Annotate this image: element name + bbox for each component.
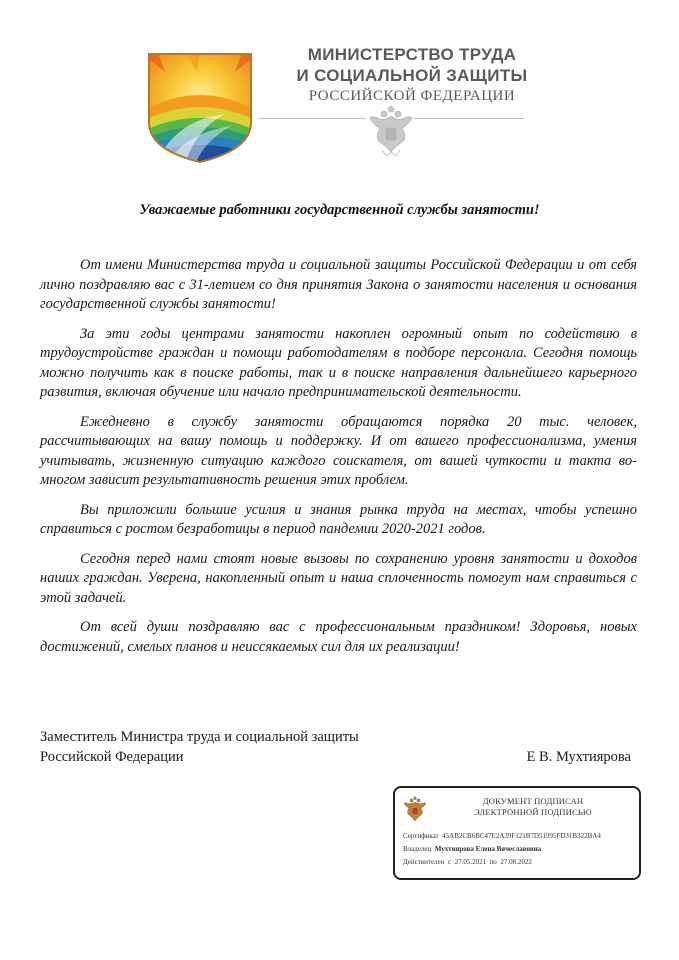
esign-title-line2: ЭЛЕКТРОННОЙ ПОДПИСЬЮ xyxy=(474,807,592,817)
ministry-name-line2: И СОЦИАЛЬНОЙ ЗАЩИТЫ xyxy=(296,66,528,85)
esign-valid-from-label: с xyxy=(447,858,452,866)
signature-block xyxy=(40,728,637,767)
ministry-title xyxy=(262,44,562,106)
esign-valid-from: 27.05.2021 xyxy=(454,858,487,866)
signatory-position-line2: Российской Федерации xyxy=(40,748,184,765)
esign-valid-label: Действителен xyxy=(403,858,445,866)
letter-body xyxy=(40,256,637,667)
esign-validity-row xyxy=(403,858,532,867)
salutation: Уважаемые работники государственной службы занятости! xyxy=(139,202,540,218)
letter-paragraph: За эти годы центрами занятости накоплен огромный опыт по содействию в трудоустройстве граждан и помощи работодателям в подборе персонала. Сегодня помощь можно получить как в поиске работы, так и в поиске направления дальнейшего карьерного развития, включая обучение или начало предпринимательской деятельности. xyxy=(40,325,637,400)
letter-paragraph: Вы приложили большие усилия и знания рынка труда на местах, чтобы успешно справиться с ростом безработицы в период пандемии 2020-2021 годов. xyxy=(40,501,637,537)
letter-paragraph: Сегодня перед нами стоят новые вызовы по сохранению уровня занятости и доходов наших граждан. Уверена, накопленный опыт и наша сплоченность помогут нам справиться с этой задачей. xyxy=(40,550,637,606)
ministry-name-line1: МИНИСТЕРСТВО ТРУДА xyxy=(307,45,517,64)
header-divider-left xyxy=(258,118,366,119)
esign-valid-to: 27.08.2022 xyxy=(500,858,532,866)
esign-title-line1: ДОКУМЕНТ ПОДПИСАН xyxy=(482,796,584,806)
esign-owner-value: Мухтиярова Елена Вячеславовна xyxy=(434,845,542,853)
signatory-name: Е В. Мухтиярова xyxy=(526,748,631,765)
letter-paragraph: От имени Министерства труда и социальной защиты Российской Федерации и от себя лично поздравляю вас с 31-летием со дня принятия Закона о занятости населения и основания государственной службы занятости! xyxy=(40,257,637,312)
double-headed-eagle-emblem-icon xyxy=(368,106,414,158)
letterhead xyxy=(0,0,679,180)
esign-title xyxy=(435,796,631,818)
signatory-position-line1: Заместитель Министра труда и социальной защиты xyxy=(40,729,359,745)
esign-certificate-row xyxy=(403,832,601,841)
esign-owner-label: Владелец xyxy=(403,845,432,853)
ministry-sun-logo-icon xyxy=(145,50,255,165)
letter-paragraph: Ежедневно в службу занятости обращаются порядка 20 тыс. человек, рассчитывающих на вашу помощь и поддержку. И от вашего профессионализма, умения учитывать, жизненную ситуацию каждого соискателя, от вашей чуткости и такта во-многом зависит результативность решения этих проблем. xyxy=(40,413,637,488)
esign-cert-label: Сертификат xyxy=(403,832,439,840)
esign-cert-value: 45AB2CB6BC47E2A39F121B7D51995FD31B322BA4 xyxy=(442,832,601,840)
electronic-signature-stamp xyxy=(393,786,641,880)
header-divider-right xyxy=(414,118,524,119)
esign-valid-to-label: по xyxy=(489,858,497,866)
coat-of-arms-icon xyxy=(403,796,427,824)
ministry-name-line3: РОССИЙСКОЙ ФЕДЕРАЦИИ xyxy=(308,88,516,104)
esign-owner-row xyxy=(403,845,541,854)
letter-paragraph: От всей души поздравляю вас с профессиональным праздником! Здоровья, новых достижений, смелых планов и неиссякаемых сил для их реализации! xyxy=(40,619,637,655)
